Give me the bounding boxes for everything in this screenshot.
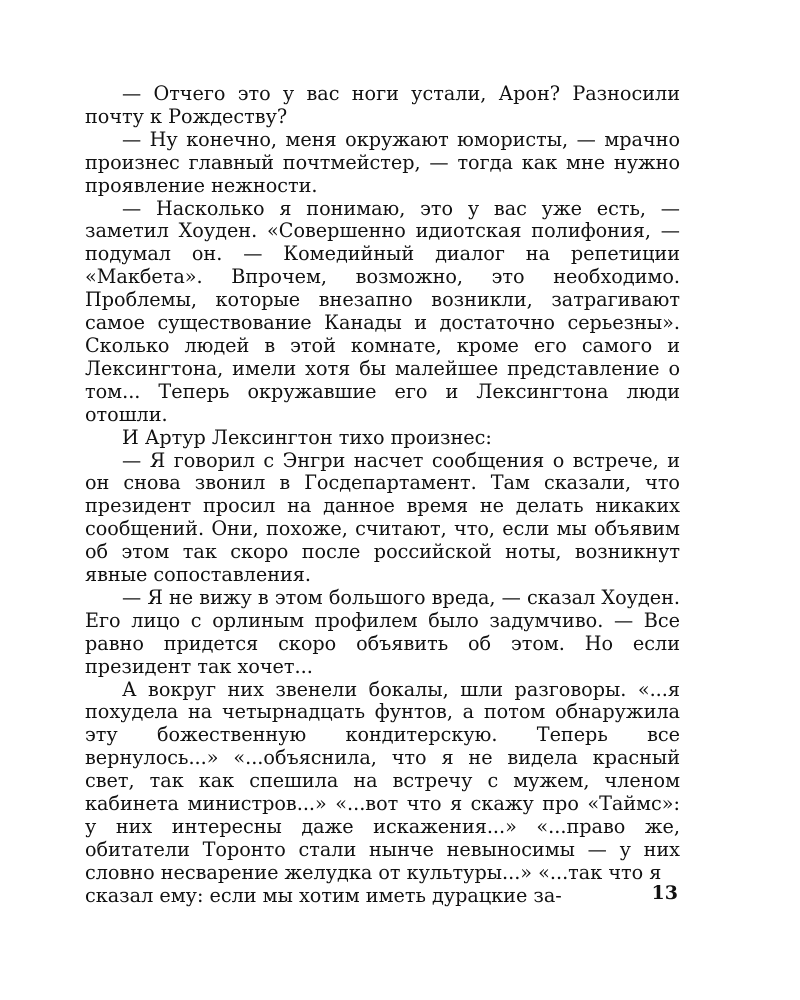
paragraph: — Насколько я понимаю, это у вас уже есть, — заметил Хоуден. «Совершенно идиотская полифония, — подумал он. — Комедийный диалог на репетиции «Макбета». Впрочем, возможно, это необходимо. Проблемы, которые внезапно возникли, затрагивают самое существование Канады и достаточно серьезны». Сколько людей в этой комнате, кроме его самого и Лексингтона, имели хотя бы малейшее представление о том... Теперь окружавшие его и Лексингтона люди отошли.	[85, 196, 680, 426]
paragraph: — Я говорил с Энгри насчет сообщения о встрече, и он снова звонил в Госдепартамент. Там сказали, что президент просил на данное время не делать никаких сообщений. Они, похоже, считают, что, если мы объявим об этом так скоро после российской ноты, возникнут явные сопоставления.	[85, 448, 680, 587]
paragraph-last-line: сказал ему: если мы хотим иметь дурацкие за-	[85, 883, 562, 907]
paragraph: — Ну конечно, меня окружают юмористы, — мрачно произнес главный почтмейстер, — тогда как мне нужно проявление нежности.	[85, 127, 680, 197]
paragraph: И Артур Лексингтон тихо произнес:	[122, 425, 492, 449]
paragraph: А вокруг них звенели бокалы, шли разговоры. «...я похудела на четырнадцать фунтов, а потом обнаружила эту божественную кондитерскую. Теперь все вернулось...» «...объяснила, что я не видела красный свет, так как спешила на встречу с мужем, членом кабинета министров...» «...вот что я скажу про «Таймс»: у них интересны даже искажения...» «...право же, обитатели Торонто стали нынче невыносимы — у них словно несварение желудка от культуры...» «...так что я	[85, 677, 680, 884]
paragraph: — Я не вижу в этом большого вреда, — сказал Хоуден. Его лицо с орлиным профилем было задумчиво. — Все равно придется скоро объявить об этом. Но если президент так хочет...	[85, 585, 680, 678]
page-text-body	[85, 83, 680, 908]
paragraph: — Отчего это у вас ноги устали, Арон? Разносили почту к Рождеству?	[85, 82, 680, 128]
page-number: 13	[651, 882, 678, 904]
